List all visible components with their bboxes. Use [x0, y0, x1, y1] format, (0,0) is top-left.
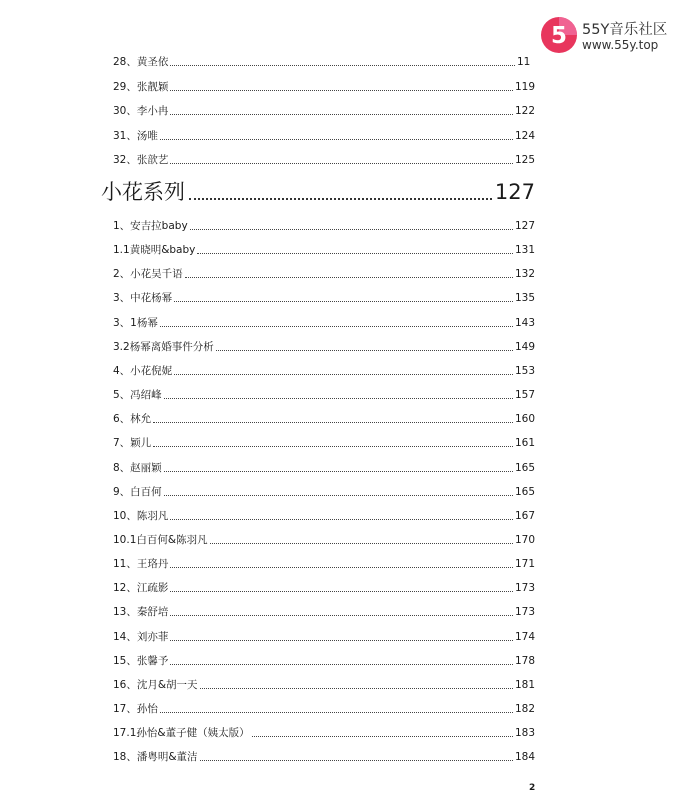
dot-leader [190, 228, 513, 230]
dot-leader [164, 494, 513, 496]
toc-entry-label: 3、中花杨幂 [113, 292, 173, 305]
toc-entry[interactable] [113, 625, 535, 643]
toc-entry[interactable] [113, 528, 535, 546]
toc-entry-label: 14、刘亦菲 [113, 630, 169, 643]
section-page-number: 127 [494, 180, 535, 204]
toc-entry[interactable] [113, 214, 535, 232]
dot-leader [170, 614, 513, 616]
dot-leader [170, 518, 513, 520]
dot-leader [153, 445, 513, 447]
toc-entry-page-number: 170 [514, 533, 535, 546]
toc-entry-page-number: 183 [514, 727, 535, 740]
logo-digit: 5 [550, 23, 568, 49]
toc-entry-page-number: 184 [514, 751, 535, 764]
toc-entry-label: 13、秦舒培 [113, 606, 169, 619]
toc-entry[interactable] [113, 262, 535, 280]
toc-entry-label: 6、林允 [113, 413, 152, 426]
toc-entry[interactable] [113, 673, 535, 691]
toc-entry[interactable] [113, 552, 535, 570]
toc-entry-label: 16、沈月&胡一天 [113, 678, 198, 691]
page-number: 2 [529, 783, 536, 793]
dot-leader [170, 113, 513, 115]
toc-entry-page-number: 153 [514, 364, 535, 377]
dot-leader [200, 687, 513, 689]
dot-leader [170, 590, 513, 592]
toc-entry[interactable] [113, 383, 535, 401]
dot-leader [170, 162, 513, 164]
toc-entry-page-number: 173 [514, 606, 535, 619]
toc-entry-label: 30、李小冉 [113, 105, 169, 117]
toc-entry[interactable] [113, 504, 535, 522]
toc-entry[interactable] [113, 745, 535, 763]
toc-entry-label: 3.2杨幂离婚事件分析 [113, 340, 214, 353]
toc-entry-page-number: 131 [514, 244, 535, 257]
toc-entry-label: 5、冯绍峰 [113, 389, 162, 402]
toc-entry[interactable] [113, 480, 535, 498]
dot-leader [153, 421, 513, 423]
toc-entry-page-number: 167 [514, 509, 535, 522]
dot-leader [160, 138, 513, 140]
toc-entry-label: 32、张歆艺 [113, 154, 169, 166]
toc-entry-page-number: 11 [517, 56, 531, 68]
watermark-url: www.55y.top [582, 38, 659, 52]
watermark [540, 16, 690, 64]
toc-entry-page-number: 171 [514, 558, 535, 571]
toc-entry-page-number: 165 [514, 461, 535, 474]
toc-entry[interactable] [113, 238, 535, 256]
toc-entry[interactable] [113, 124, 535, 142]
toc-entry-page-number: 161 [514, 437, 535, 450]
toc-entry-label: 31、汤唯 [113, 129, 158, 142]
dot-leader [170, 89, 513, 91]
dot-leader [216, 349, 513, 351]
toc-entry-label: 18、潘粤明&董洁 [113, 751, 198, 764]
dot-leader [160, 325, 513, 327]
toc-entry-label: 8、赵丽颖 [113, 461, 162, 474]
toc-entry-page-number: 178 [514, 654, 535, 667]
dot-leader [189, 198, 492, 200]
toc-entry-page-number: 124 [514, 129, 535, 142]
toc-entry[interactable] [113, 600, 535, 618]
toc-entry[interactable] [113, 359, 535, 377]
toc-entry[interactable] [113, 148, 535, 166]
toc-entry[interactable] [113, 99, 535, 117]
toc-entry[interactable] [113, 456, 535, 474]
toc-entry-label: 1.1黄晓明&baby [113, 244, 196, 257]
toc-entry-page-number: 122 [514, 105, 535, 117]
toc-entry-page-number: 143 [514, 316, 535, 329]
toc-entry-page-number: 135 [514, 292, 535, 305]
dot-leader [174, 300, 513, 302]
dot-leader [170, 663, 513, 665]
dot-leader [185, 276, 513, 278]
toc-entry-label: 1、安吉拉baby [113, 220, 188, 232]
dot-leader [210, 542, 513, 544]
toc-entry[interactable] [113, 697, 535, 715]
dot-leader [174, 373, 513, 375]
toc-entry-page-number: 160 [514, 413, 535, 426]
toc-entry-label: 17.1孙怡&董子健（姨太版） [113, 727, 250, 740]
toc-entry-page-number: 132 [514, 268, 535, 281]
toc-entry-page-number: 182 [514, 703, 535, 715]
dot-leader [164, 397, 513, 399]
toc-entry[interactable] [113, 576, 535, 594]
dot-leader [170, 566, 513, 568]
dot-leader [197, 252, 513, 254]
toc-entry-label: 7、颖儿 [113, 437, 152, 450]
toc-entry-page-number: 173 [514, 582, 535, 595]
dot-leader [164, 470, 513, 472]
toc-entry[interactable] [113, 407, 535, 425]
toc-entry-label: 11、王珞丹 [113, 558, 169, 571]
watermark-name: 55Y音乐社区 [582, 22, 668, 38]
toc-entry-page-number: 119 [514, 80, 535, 93]
toc-entry[interactable] [113, 286, 535, 304]
toc-entry-label: 2、小花吴千语 [113, 268, 183, 281]
toc-entry-page-number: 127 [514, 220, 535, 232]
toc-entry-label: 4、小花倪妮 [113, 364, 173, 377]
toc-section-heading[interactable] [101, 176, 535, 204]
toc-entry-label: 17、孙怡 [113, 703, 158, 715]
toc-entry[interactable] [113, 311, 535, 329]
toc-entry[interactable] [113, 431, 535, 449]
site-logo-icon [540, 16, 578, 54]
toc-entry[interactable] [113, 721, 535, 739]
dot-leader [200, 759, 513, 761]
toc-entry[interactable] [113, 75, 535, 93]
dot-leader [252, 735, 513, 737]
dot-leader [160, 711, 513, 713]
toc-entry-page-number: 165 [514, 485, 535, 498]
toc-entry-page-number: 125 [514, 154, 535, 166]
toc-entry-label: 10.1白百何&陈羽凡 [113, 533, 208, 546]
toc-entry-label: 28、黄圣依 [113, 56, 169, 68]
section-title: 小花系列 [101, 180, 185, 204]
toc-entry-label: 15、张馨予 [113, 654, 169, 667]
toc-entry[interactable] [113, 335, 535, 353]
toc-entry-label: 10、陈羽凡 [113, 509, 169, 522]
toc-entry-label: 9、白百何 [113, 485, 162, 498]
toc-entry[interactable] [113, 649, 535, 667]
dot-leader [170, 639, 513, 641]
toc-entry-page-number: 157 [514, 389, 535, 402]
toc-entry-page-number: 149 [514, 340, 535, 353]
toc-entry-label: 12、江疏影 [113, 582, 169, 595]
toc-entry-page-number: 181 [514, 678, 535, 691]
toc-entry[interactable] [113, 50, 535, 68]
toc-entry-label: 29、张靓颖 [113, 80, 169, 93]
toc-entry-label: 3、1杨幂 [113, 316, 158, 329]
toc-entry-page-number: 174 [514, 630, 535, 643]
dot-leader [170, 64, 515, 66]
